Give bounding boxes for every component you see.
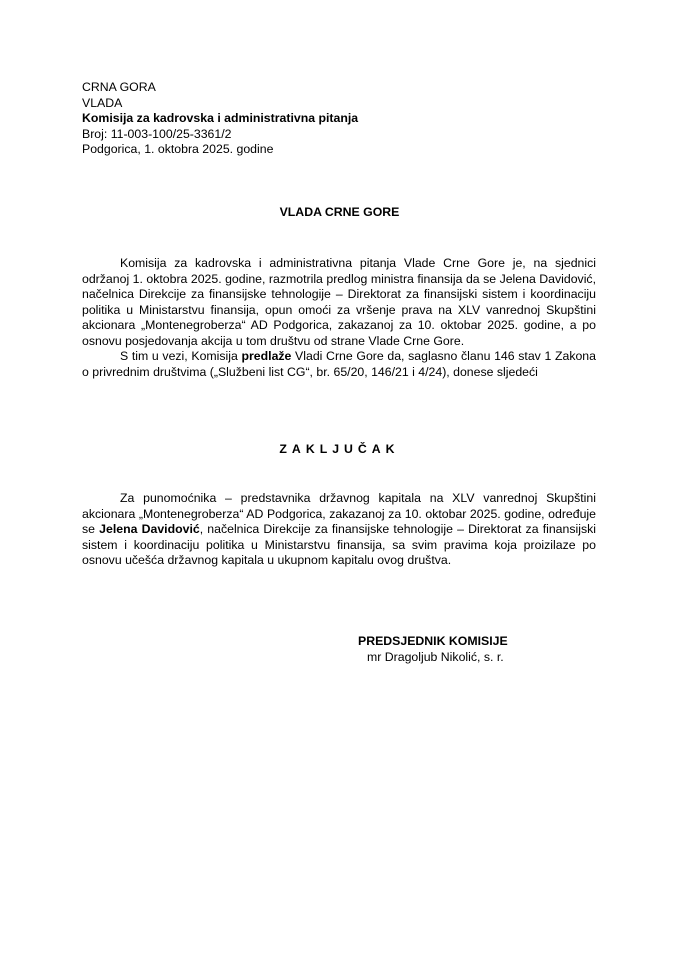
header-commission: Komisija za kadrovska i administrativna pitanja (82, 111, 359, 125)
conclusion-after: , načelnica Direkcije za finansijske tehnologije – Direktorat za finansijski sistem i koordinaciju politika u Ministarstvu finansija, sa svim pravima koja proizilaze po osnovu učešća državnog kapitala u ukupnom kapitalu ovog društva. (82, 522, 597, 567)
paragraph-1: Komisija za kadrovska i administrativna pitanja Vlade Crne Gore je, na sjednici održanoj 1. oktobra 2025. godine, razmotrila predlog ministra finansija da se Jelena Davidović, načelnica Direkcije za finansijske tehnologije – Direktorat za finansijski sistem i koordinaciju politika u Ministarstvu finansija, opun omoći za vršenje prava na XLV vanrednoj Skupštini akcionara „Montenegroberza“ AD Podgorica, zakazanoj za 10. oktobar 2025. godine, a po osnovu posjedovanja akcija u tom društvu od strane Vlade Crne Gore. (82, 256, 596, 348)
document-header (82, 80, 358, 158)
paragraph-2-bold: predlaže (241, 349, 292, 363)
header-number: Broj: 11-003-100/25-3361/2 (82, 126, 232, 141)
conclusion-title: ZAKLJUČAK (279, 442, 400, 456)
conclusion-section (82, 491, 596, 569)
signature-title: PREDSJEDNIK KOMISIJE (358, 634, 508, 648)
paragraph-2-before: S tim u vezi, Komisija (120, 349, 242, 363)
paragraph-2-after: Vladi Crne Gore da, saglasno članu 146 stav 1 Zakona o privrednim društvima („Službeni list CG“, br. 65/20, 146/21 i 4/24), donese sljedeći (82, 349, 596, 379)
signature-name: mr Dragoljub Nikolić, s. r. (367, 650, 504, 664)
intro-section (82, 256, 596, 380)
conclusion-bold-name: Jelena Davidović (99, 522, 200, 536)
header-government: VLADA (82, 95, 123, 110)
conclusion-paragraph (82, 491, 596, 569)
addressee: VLADA CRNE GORE (279, 205, 400, 219)
paragraph-2 (82, 349, 596, 380)
header-place-date: Podgorica, 1. oktobra 2025. godine (82, 142, 274, 156)
header-country: CRNA GORA (82, 80, 156, 94)
conclusion-before: Za punomoćnika – predstavnika državnog kapitala na XLV vanrednoj Skupštini akcionara „Montenegroberza“ AD Podgorica, zakazanoj za 10. oktobar 2025. godine, određuje se (82, 491, 596, 536)
